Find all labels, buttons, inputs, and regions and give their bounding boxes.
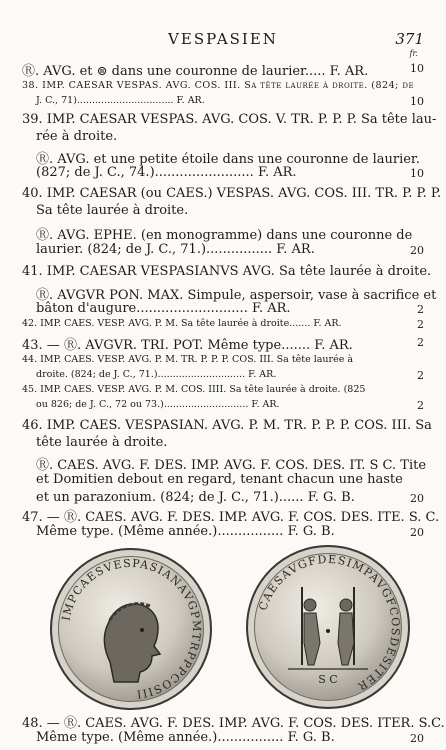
entry-line: droite. (824; de J. C., 71.)............................. F. AR. <box>36 369 277 380</box>
entry-line: Ⓡ. AVG. et ⊜ dans une couronne de laurier..... F. AR. <box>22 64 369 79</box>
entry-price: 2 <box>417 336 424 349</box>
entry-line: 44. IMP. CAES. VESP. AVG. P. M. TR. P. P. P. COS. III. Sa tête laurée à <box>22 354 354 365</box>
entry-price: 20 <box>410 526 424 539</box>
entry-line: laurier. (824; de J. C., 71.)................ F. AR. <box>36 242 315 257</box>
entry-line: 38. IMP. CAESAR VESPAS. AVG. COS. III. Sa tête laurée à droite. (824; de <box>22 80 415 91</box>
entry-line: Ⓡ. AVG. et une petite étoile dans une couronne de laurier. <box>36 152 420 167</box>
entry-line: rée à droite. <box>36 129 118 144</box>
entry-line: ou 826; de J. C., 72 ou 73.)............................ F. AR. <box>36 399 280 410</box>
entry-price: 2 <box>417 399 424 412</box>
entry-price: 20 <box>410 244 424 257</box>
entry-line: Même type. (Même année.)................ F. G. B. <box>36 730 335 745</box>
entry-line: 48. — Ⓡ. CAES. AVG. F. DES. IMP. AVG. F. COS. DES. ITER. S.C. <box>22 716 445 731</box>
entry-price: 2 <box>417 303 424 316</box>
coin-reverse <box>246 545 410 709</box>
entry-line: Ⓡ. AVG. EPHE. (en monogramme) dans une couronne de <box>36 228 413 243</box>
entry-line: 43. — Ⓡ. AVGVR. TRI. POT. Même type....... F. AR. <box>22 338 353 353</box>
entry-line: 41. IMP. CAESAR VESPASIANVS AVG. Sa tête laurée à droite. <box>22 264 432 279</box>
entry-line: (827; de J. C., 74.)........................ F. AR. <box>36 165 297 180</box>
entry-line: tête laurée à droite. <box>36 435 168 450</box>
price-column-heading: fr. <box>409 49 418 58</box>
entry-price: 20 <box>410 492 424 505</box>
entry-line: 45. IMP. CAES. VESP. AVG. P. M. COS. IIII. Sa tête laurée à droite. (825 <box>22 384 366 395</box>
vespasian-portrait-icon <box>52 550 210 708</box>
entry-line: 46. IMP. CAES. VESPASIAN. AVG. P. M. TR. P. P. P. COS. III. Sa <box>22 418 432 433</box>
obverse-legend: IMPCAESVESPASIANAVGPMTRPPPCOSIII <box>59 556 204 701</box>
entry-price: 10 <box>410 167 424 180</box>
entry-line: et Domitien debout en regard, tenant chacun une haste <box>36 472 403 487</box>
page-title: VESPASIEN <box>168 30 278 48</box>
entry-price: 2 <box>417 318 424 331</box>
entry-line: 39. IMP. CAESAR VESPAS. AVG. COS. V. TR. P. P. P. Sa tête lau- <box>22 112 437 127</box>
entry-line: bâton d'augure........................... F. AR. <box>36 301 291 316</box>
entry-line: J. C., 71)................................ F. AR. <box>36 95 205 106</box>
page-number: 371 <box>395 30 424 48</box>
entry-line: 40. IMP. CAESAR (ou CAES.) VESPAS. AVG. COS. III. TR. P. P. P. <box>22 186 442 201</box>
entry-line: Sa tête laurée à droite. <box>36 203 189 218</box>
entry-line: et un parazonium. (824; de J. C., 71.)...... F. G. B. <box>36 490 355 505</box>
entry-line: Ⓡ. CAES. AVG. F. DES. IMP. AVG. F. COS. DES. IT. S C. Tite <box>36 458 427 473</box>
entry-price: 20 <box>410 732 424 745</box>
entry-line: 42. IMP. CAES. VESP. AVG. P. M. Sa tête laurée à droite....... F. AR. <box>22 318 342 329</box>
entry-line: Même type. (Même année.)................ F. G. B. <box>36 524 335 539</box>
two-figures-icon <box>248 547 408 707</box>
entry-price: 10 <box>410 62 424 75</box>
exergue: S C <box>318 673 338 686</box>
coin-obverse <box>50 548 212 710</box>
entry-price: 10 <box>410 95 424 108</box>
entry-line: 47. — Ⓡ. CAES. AVG. F. DES. IMP. AVG. F. COS. DES. ITE. S. C. <box>22 510 440 525</box>
entry-line: Ⓡ. AVGVR PON. MAX. Simpule, aspersoir, vase à sacrifice et <box>36 288 437 303</box>
reverse-legend: CAESAVGFDESIMPAVGFCOSDESITER <box>256 552 403 694</box>
entry-price: 2 <box>417 369 424 382</box>
